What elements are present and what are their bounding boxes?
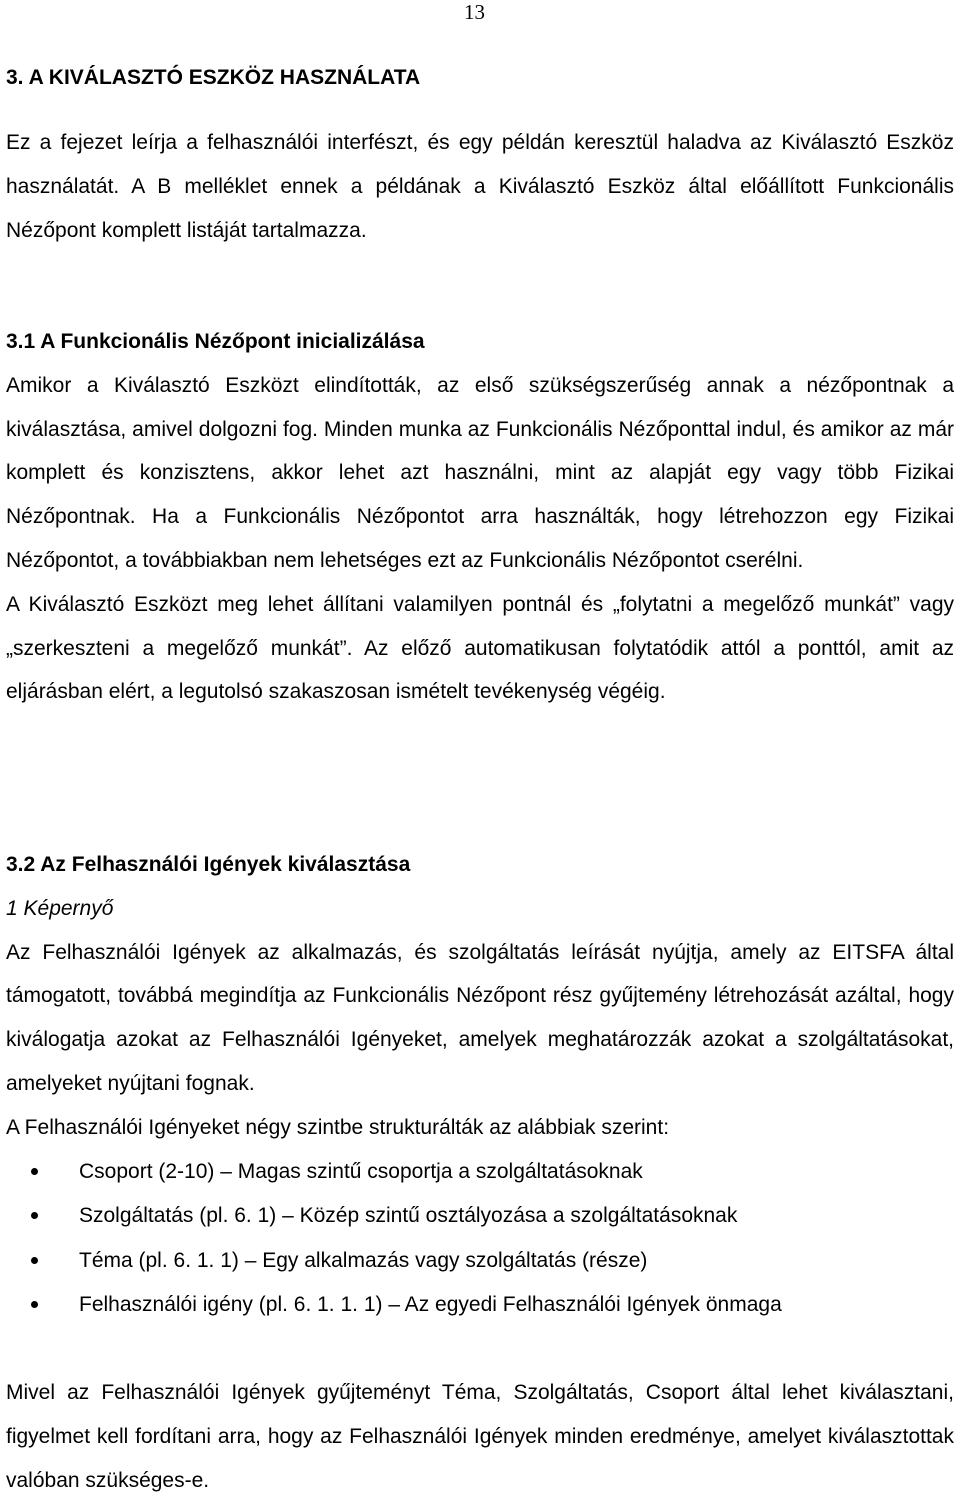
page-number: 13 (464, 0, 485, 24)
section-3-1 (6, 320, 954, 714)
list-item: Szolgáltatás (pl. 6. 1) – Közép szintű osztályozása a szolgáltatásoknak (6, 1194, 954, 1239)
section-3-2-heading: 3.2 Az Felhasználói Igények kiválasztása (6, 853, 411, 876)
chapter-title: 3. A KIVÁLASZTÓ ESZKÖZ HASZNÁLATA (6, 66, 421, 89)
closing-section (6, 1371, 954, 1502)
list-item: Csoport (2-10) – Magas szintű csoportja a szolgáltatásoknak (6, 1150, 954, 1195)
list-item: Téma (pl. 6. 1. 1) – Egy alkalmazás vagy szolgáltatás (része) (6, 1239, 954, 1284)
section-3-2 (6, 843, 954, 1328)
section-3-1-paragraph-2: A Kiválasztó Eszközt meg lehet állítani valamilyen pontnál és „folytatni a megelőző munkát” vagy „szerkeszteni a megelőző munkát”. Az előző automatikusan folytatódik attól a ponttól, amit az eljárásban elért, a legutolsó szakaszosan ismételt tevékenység végéig. (6, 592, 954, 704)
section-3-1-heading: 3.1 A Funkcionális Nézőpont inicializálása (6, 330, 425, 353)
section-3-2-paragraph-1: Az Felhasználói Igények az alkalmazás, és szolgáltatás leírását nyújtja, amely az EITSFA által támogatott, továbbá megindítja az Funkcionális Nézőpont rész gyűjtemény létrehozását azáltal, hogy kiválogatja azokat az Felhasználói Igényeket, amelyek meghatározzák azokat a szolgáltatásokat, amelyeket nyújtani fognak. (6, 940, 954, 1095)
level-list (6, 1150, 954, 1328)
intro-paragraph: Ez a fejezet leírja a felhasználói interfészt, és egy példán keresztül haladva az Kiválasztó Eszköz használatát. A B melléklet ennek a példának a Kiválasztó Eszköz által előállított Funkcionális Nézőpont komplett listáját tartalmazza. (6, 131, 954, 242)
section-3-2-paragraph-3: Mivel az Felhasználói Igények gyűjteményt Téma, Szolgáltatás, Csoport által lehet kiválasztani, figyelmet kell fordítani arra, hogy az Felhasználói Igények minden eredménye, amelyet kiválasztottak valóban szükséges-e. (6, 1381, 954, 1492)
section-3-2-subheading: 1 Képernyő (6, 896, 114, 920)
intro-section (6, 121, 954, 252)
section-3-2-paragraph-2: A Felhasználói Igényeket négy szintbe strukturálták az alábbiak szerint: (6, 1115, 670, 1139)
list-item: Felhasználói igény (pl. 6. 1. 1. 1) – Az egyedi Felhasználói Igények önmaga (6, 1283, 954, 1328)
section-3-1-paragraph-1: Amikor a Kiválasztó Eszközt elindították, az első szükségszerűség annak a nézőpontnak a kiválasztása, amivel dolgozni fog. Minden munka az Funkcionális Nézőponttal indul, és amikor az már komplett és konzisztens, akkor lehet azt használni, mint az alapját egy vagy több Fizikai Nézőpontnak. Ha a Funkcionális Nézőpontot arra használták, hogy létrehozzon egy Fizikai Nézőpontot, a továbbiakban nem lehetséges ezt az Funkcionális Nézőpontot cserélni. (6, 373, 954, 572)
